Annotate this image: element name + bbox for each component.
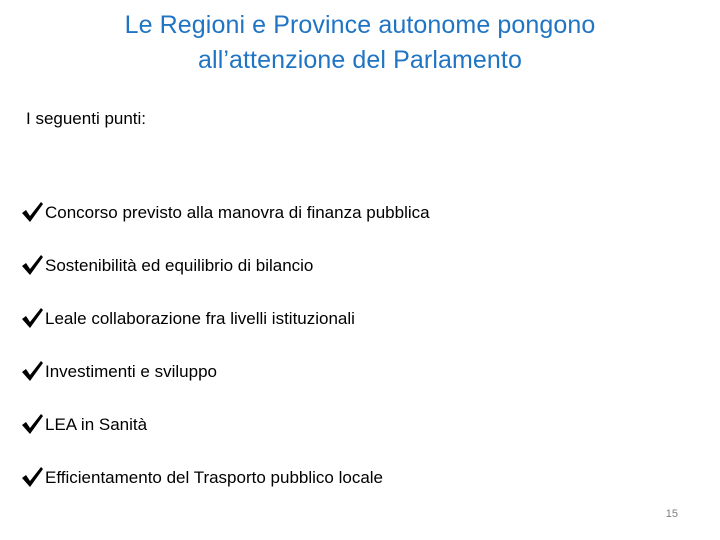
checkmark-icon [20,200,44,224]
list-item [20,172,430,225]
intro-text: I seguenti punti: [26,109,147,128]
list-item [20,225,430,278]
checkmark-icon [20,465,44,489]
list-item [20,278,430,331]
checkmark-icon [20,412,44,436]
list-item-text: Investimenti e sviluppo [45,362,217,381]
checkmark-icon [20,253,44,277]
page-number: 15 [665,508,678,520]
slide-title-line-2: all’attenzione del Parlamento [198,46,522,74]
checkmark-icon [20,306,44,330]
list-item-text: Efficientamento del Trasporto pubblico locale [45,468,383,487]
checkmark-icon [20,359,44,383]
list-item [20,437,430,490]
list-item-text: LEA in Sanità [45,415,148,434]
bullet-list [20,172,430,490]
list-item [20,384,430,437]
slide-title-line-1: Le Regioni e Province autonome pongono [124,11,596,39]
list-item-text: Leale collaborazione fra livelli istituzionali [45,309,355,328]
list-item-text: Sostenibilità ed equilibrio di bilancio [45,256,314,275]
slide-title [40,8,680,78]
list-item [20,331,430,384]
list-item-text: Concorso previsto alla manovra di finanza pubblica [45,203,430,222]
